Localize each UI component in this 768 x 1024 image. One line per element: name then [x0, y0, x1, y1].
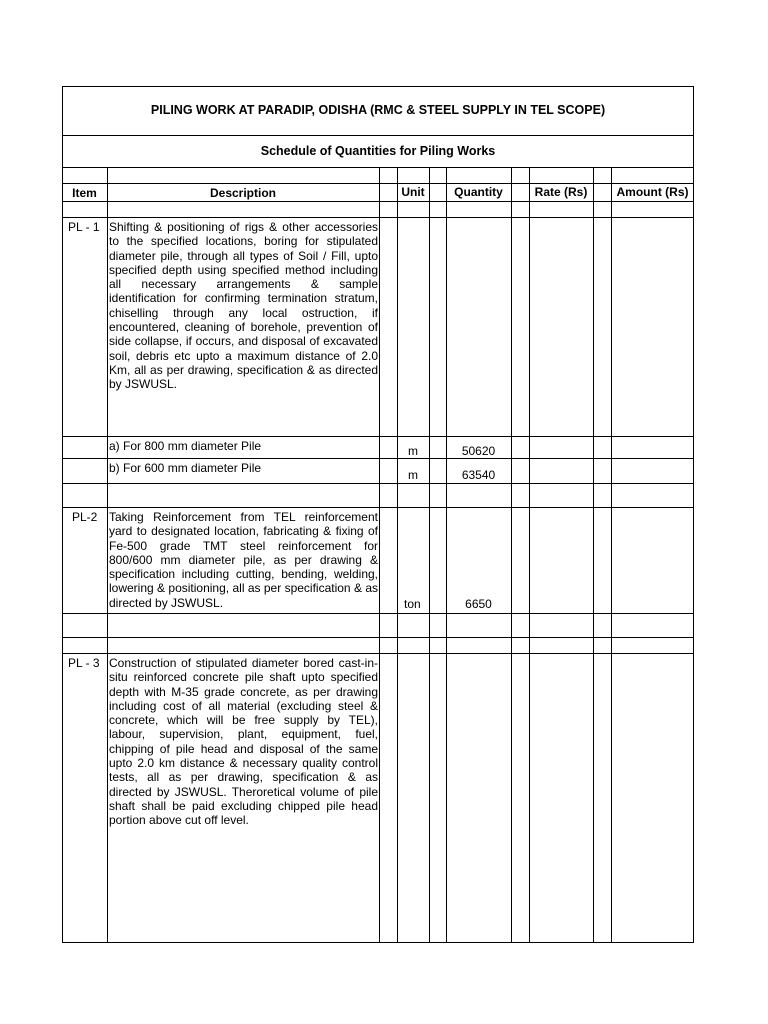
- rule-below-title: [62, 135, 694, 136]
- subitem-unit-a: m: [408, 444, 418, 458]
- col-divider-amount-left: [611, 167, 612, 943]
- header-unit: Unit: [401, 185, 425, 199]
- rule-subitem-a-end: [62, 458, 694, 459]
- rule-spacer-4: [62, 653, 694, 654]
- item-description-pl2: Taking Reinforcement from TEL reinforcement yard to designated location, fabricating & fixing of Fe-500 grade TMT steel reinforcement for 800/600 mm diameter pile, as per drawing & specification including cutting, bending, welding, lowering & positioning, all as per specification & as directed by JSWUSL.: [109, 510, 378, 610]
- header-amount: Amount (Rs): [616, 185, 689, 199]
- col-divider-unit-right: [429, 167, 430, 943]
- rule-pl1-end: [62, 436, 694, 437]
- item-description-pl3: Construction of stipulated diameter bored cast-in-situ reinforced concrete pile shaft upto specified depth with M-35 grade concrete, as per drawing including cost of all material (excluding steel & concrete, which will be free supply by TEL), labour, supervision, plant, equipment, fuel, chipping of pile head and disposal of the same upto 2.0 km distance & necessary quality control tests, all as per drawing, specification & as directed by JSWUSL. Theroretical volume of pile shaft shall be paid excluding chipped pile head portion above cut off level.: [109, 656, 378, 828]
- item-code-pl3: PL - 3: [68, 656, 100, 670]
- header-quantity: Quantity: [454, 185, 503, 199]
- item-quantity-pl2: 6650: [465, 597, 492, 611]
- rule-below-subtitle: [62, 167, 694, 168]
- header-item: Item: [72, 186, 97, 200]
- rule-header-bottom: [62, 201, 694, 202]
- rule-pl2-end: [62, 613, 694, 614]
- rule-subitem-b-end: [62, 483, 694, 484]
- item-unit-pl2: ton: [404, 597, 421, 611]
- item-description-pl1: Shifting & positioning of rigs & other accessories to the specified locations, boring for stipulated diameter pile, through all types of Soil / Fill, upto specified depth using specified method including all necessary arrangements & sample identification for confirming termination stratum, chiselling through any local ostruction, if encountered, cleaning of borehole, prevention of side collapse, if occurs, and disposal of excavated soil, debris etc upto a maximum distance of 2.0 Km, all as per drawing, specification & as directed by JSWUSL.: [109, 220, 378, 392]
- rule-spacer-2: [62, 507, 694, 508]
- item-code-pl1: PL - 1: [68, 220, 100, 234]
- rule-spacer-1: [62, 217, 694, 218]
- rule-spacer-3: [62, 637, 694, 638]
- subitem-quantity-a: 50620: [461, 444, 496, 458]
- col-divider-item: [107, 167, 108, 943]
- subitem-description-a: a) For 800 mm diameter Pile: [109, 439, 262, 453]
- rule-header-top: [62, 183, 694, 184]
- subitem-unit-b: m: [408, 468, 418, 482]
- col-divider-rate-right: [593, 167, 594, 943]
- header-rate: Rate (Rs): [534, 185, 588, 199]
- col-divider-description: [379, 167, 380, 943]
- subitem-description-b: b) For 600 mm diameter Pile: [109, 461, 262, 475]
- col-divider-quantity-left: [446, 167, 447, 943]
- document-title: PILING WORK AT PARADIP, ODISHA (RMC & STEEL SUPPLY IN TEL SCOPE): [150, 103, 606, 117]
- item-code-pl2: PL-2: [72, 510, 98, 524]
- col-divider-quantity-right: [511, 167, 512, 943]
- subitem-quantity-b: 63540: [461, 468, 496, 482]
- col-divider-unit-left: [397, 167, 398, 943]
- col-divider-rate-left: [529, 167, 530, 943]
- document-subtitle: Schedule of Quantities for Piling Works: [260, 144, 496, 158]
- header-description: Description: [209, 186, 276, 200]
